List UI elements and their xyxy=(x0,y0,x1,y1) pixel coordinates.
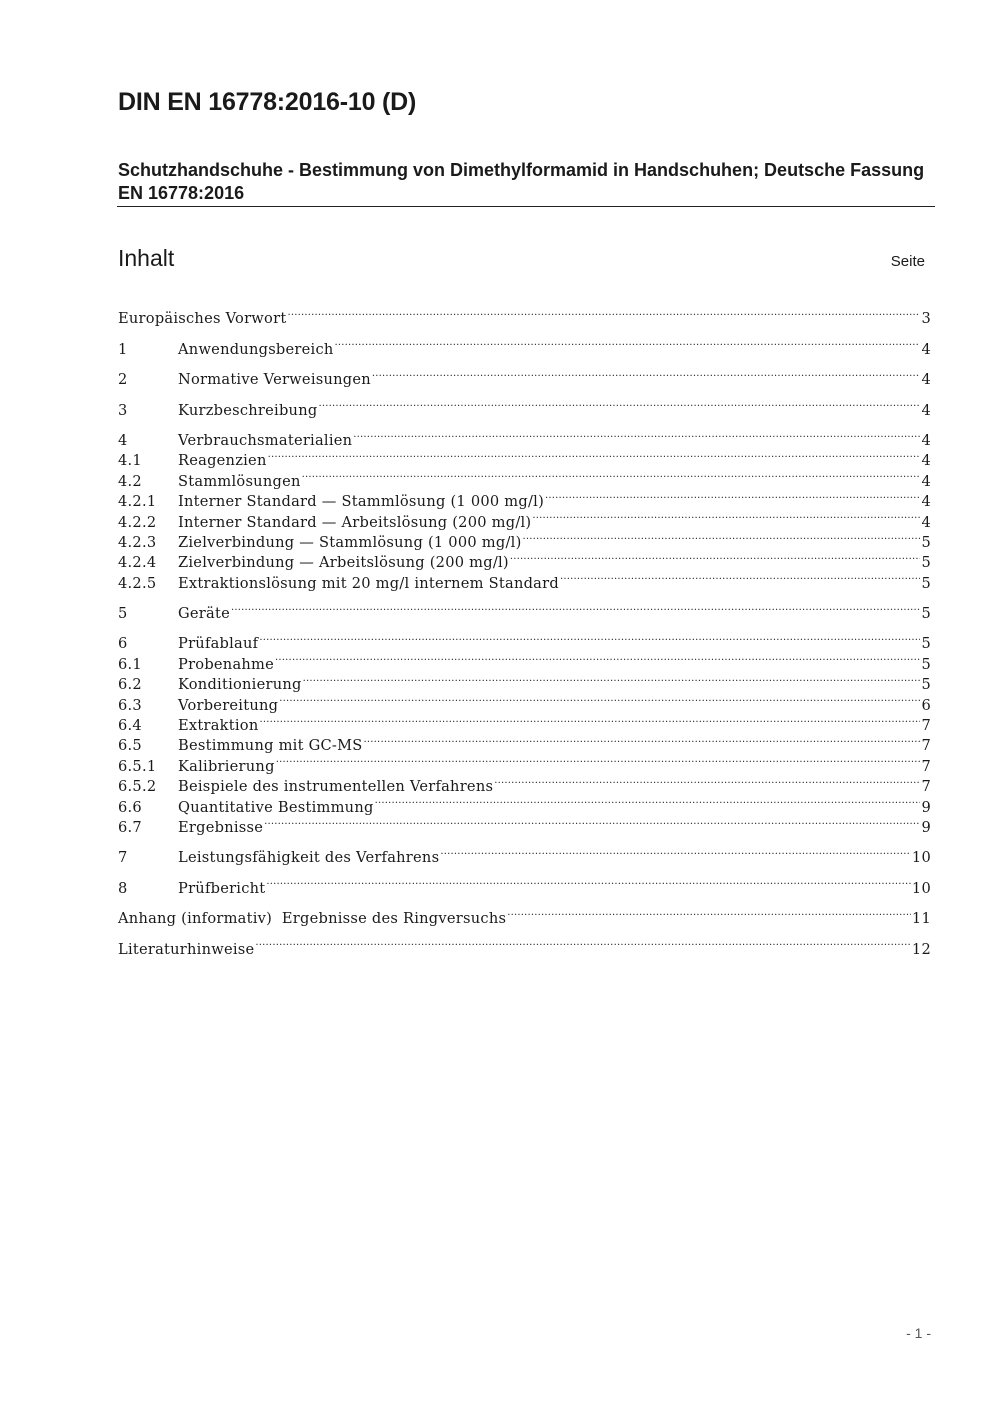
toc-entry-page: 7 xyxy=(921,757,931,775)
toc-entry-number: 4.2.2 xyxy=(118,513,157,531)
toc-entry-number: 6.5.1 xyxy=(118,757,157,775)
toc-entry-text: Beispiele des instrumentellen Verfahrens xyxy=(178,778,494,796)
toc-entry-number: 4.2.4 xyxy=(118,554,157,572)
toc-entry-page: 5 xyxy=(921,533,931,551)
toc-entry-text: Quantitative Bestimmung xyxy=(178,798,374,816)
toc-entry-page: 4 xyxy=(921,493,931,511)
toc-entry-number: 4.2.1 xyxy=(118,493,157,511)
toc-entry-page: 5 xyxy=(921,635,931,653)
toc-entry-page: 5 xyxy=(921,605,931,623)
toc-entry-text: Probenahme xyxy=(178,655,275,673)
toc-entry-text: Literaturhinweise xyxy=(118,940,255,958)
toc-entry-number: 2 xyxy=(118,371,128,389)
toc-leader-dots xyxy=(523,527,921,547)
toc-entry-page: 5 xyxy=(921,676,931,694)
toc-entry-text: Extraktion xyxy=(178,717,259,735)
toc-entry-number: 6.4 xyxy=(118,717,142,735)
toc-entry-page: 10 xyxy=(911,849,931,867)
toc-entry-number: 3 xyxy=(118,401,128,419)
toc-leader-dots xyxy=(507,903,911,923)
toc-leader-dots xyxy=(510,547,921,567)
toc-entry-text: Extraktionslösung mit 20 mg/l internem Standard xyxy=(178,574,559,592)
toc-entry-number: 6.2 xyxy=(118,676,142,694)
toc-entry-number: 6.5.2 xyxy=(118,778,157,796)
toc-entry-text: Reagenzien xyxy=(178,452,267,470)
toc-entry-page: 10 xyxy=(911,879,931,897)
toc-entry-text: Prüfbericht xyxy=(178,879,266,897)
toc-entry-page: 9 xyxy=(921,818,931,836)
toc-leader-dots xyxy=(287,303,920,323)
toc-entry-7[interactable] xyxy=(118,842,931,867)
toc-entry-annex[interactable] xyxy=(118,903,931,928)
toc-entry-foreword[interactable] xyxy=(118,303,931,328)
toc-entry-bibliography[interactable] xyxy=(118,933,931,958)
toc-entry-page: 3 xyxy=(921,310,931,328)
toc-entry-number: 6.5 xyxy=(118,737,142,755)
toc-entry-text: Normative Verweisungen xyxy=(178,371,371,389)
toc-leader-dots xyxy=(231,598,920,618)
toc-entry-text: Leistungsfähigkeit des Verfahrens xyxy=(178,849,440,867)
toc-leader-dots xyxy=(276,750,921,770)
toc-entry-page: 11 xyxy=(911,910,931,928)
toc-leader-dots xyxy=(268,445,921,465)
toc-entry-page: 7 xyxy=(921,717,931,735)
toc-entry-page: 4 xyxy=(921,513,931,531)
toc-entry-number: 1 xyxy=(118,340,128,358)
toc-leader-dots xyxy=(353,425,920,445)
toc-entry-text: Zielverbindung — Arbeitslösung (200 mg/l) xyxy=(178,554,509,572)
document-id: DIN EN 16778:2016-10 (D) xyxy=(118,88,417,116)
toc-entry-number: 4.1 xyxy=(118,452,142,470)
toc-leader-dots xyxy=(266,872,911,892)
toc-leader-dots xyxy=(560,567,921,587)
toc-leader-dots xyxy=(532,506,920,526)
toc-entry-text: Prüfablauf xyxy=(178,635,259,653)
toc-entry-1[interactable] xyxy=(118,333,931,358)
toc-entry-number: 4.2.3 xyxy=(118,533,157,551)
toc-entry-8[interactable] xyxy=(118,872,931,897)
toc-entry-page: 9 xyxy=(921,798,931,816)
toc-leader-dots xyxy=(372,364,921,384)
toc-entry-number: 7 xyxy=(118,849,128,867)
toc-heading: Inhalt xyxy=(118,245,175,271)
toc-entry-number: 5 xyxy=(118,605,128,623)
toc-entry-page: 5 xyxy=(921,554,931,572)
toc-entry-number: 6.3 xyxy=(118,696,142,714)
toc-entry-page: 5 xyxy=(921,655,931,673)
toc-entry-page: 4 xyxy=(921,452,931,470)
toc-entry-text: Konditionierung xyxy=(178,676,302,694)
toc-entry-number: 4 xyxy=(118,431,128,449)
toc-entry-page: 4 xyxy=(921,472,931,490)
toc-leader-dots xyxy=(279,689,920,709)
toc-entry-number: 6.7 xyxy=(118,818,142,836)
toc-leader-dots xyxy=(364,730,921,750)
toc-leader-dots xyxy=(335,333,921,353)
page-number: - 1 - xyxy=(906,1325,931,1341)
document-title: Schutzhandschuhe - Bestimmung von Dimethylformamid in Handschuhen; Deutsche Fassung EN 16778:2016 xyxy=(118,160,925,203)
toc-entry-number: 6.6 xyxy=(118,798,142,816)
toc-entry-text: Bestimmung mit GC-MS xyxy=(178,737,363,755)
toc-leader-dots xyxy=(375,791,921,811)
toc-entry-text: Interner Standard — Arbeitslösung (200 mg/l) xyxy=(178,513,532,531)
toc-entry-6[interactable] xyxy=(118,628,931,653)
toc-entry-number: 6 xyxy=(118,635,128,653)
toc-entry-2[interactable] xyxy=(118,364,931,389)
toc-entry-text: Zielverbindung — Stammlösung (1 000 mg/l) xyxy=(178,533,522,551)
toc-leader-dots xyxy=(545,486,920,506)
toc-entry-page: 7 xyxy=(921,737,931,755)
toc-entry-text: Kalibrierung xyxy=(178,757,275,775)
toc-entry-number: 4.2 xyxy=(118,472,142,490)
toc-entry-page: 5 xyxy=(921,574,931,592)
toc-entry-5[interactable] xyxy=(118,598,931,623)
toc-leader-dots xyxy=(275,648,920,668)
toc-entry-text: Verbrauchsmaterialien xyxy=(178,431,353,449)
toc-entry-page: 4 xyxy=(921,340,931,358)
toc-entry-number: 8 xyxy=(118,879,128,897)
toc-entry-text: Interner Standard — Stammlösung (1 000 mg/l) xyxy=(178,493,545,511)
toc-entry-text: Ergebnisse xyxy=(178,818,264,836)
toc-entry-text: Stammlösungen xyxy=(178,472,301,490)
toc-leader-dots xyxy=(303,669,921,689)
toc-entry-text: Anwendungsbereich xyxy=(178,340,334,358)
toc-entry-page: 12 xyxy=(911,940,931,958)
table-of-contents xyxy=(118,303,931,958)
toc-entry-page: 4 xyxy=(921,431,931,449)
title-divider xyxy=(117,206,935,207)
toc-entry-text: Europäisches Vorwort xyxy=(118,310,287,328)
toc-entry-number: 6.1 xyxy=(118,655,142,673)
toc-entry-text: Anhang (informativ) Ergebnisse des Ringversuchs xyxy=(118,910,507,928)
toc-leader-dots xyxy=(318,394,920,414)
toc-leader-dots xyxy=(302,465,921,485)
toc-entry-number: 4.2.5 xyxy=(118,574,157,592)
toc-leader-dots xyxy=(440,842,911,862)
toc-entry-3[interactable] xyxy=(118,394,931,419)
toc-entry-4[interactable] xyxy=(118,425,931,449)
toc-leader-dots xyxy=(259,628,920,648)
toc-leader-dots xyxy=(255,933,911,953)
toc-leader-dots xyxy=(494,771,920,791)
toc-entry-text: Vorbereitung xyxy=(178,696,279,714)
toc-entry-page: 6 xyxy=(921,696,931,714)
toc-entry-page: 4 xyxy=(921,401,931,419)
toc-entry-text: Kurzbeschreibung xyxy=(178,401,318,419)
page-column-label: Seite xyxy=(890,253,925,270)
toc-leader-dots xyxy=(260,710,921,730)
toc-entry-text: Geräte xyxy=(178,605,230,623)
toc-leader-dots xyxy=(264,812,920,832)
toc-entry-page: 7 xyxy=(921,778,931,796)
toc-entry-page: 4 xyxy=(921,371,931,389)
